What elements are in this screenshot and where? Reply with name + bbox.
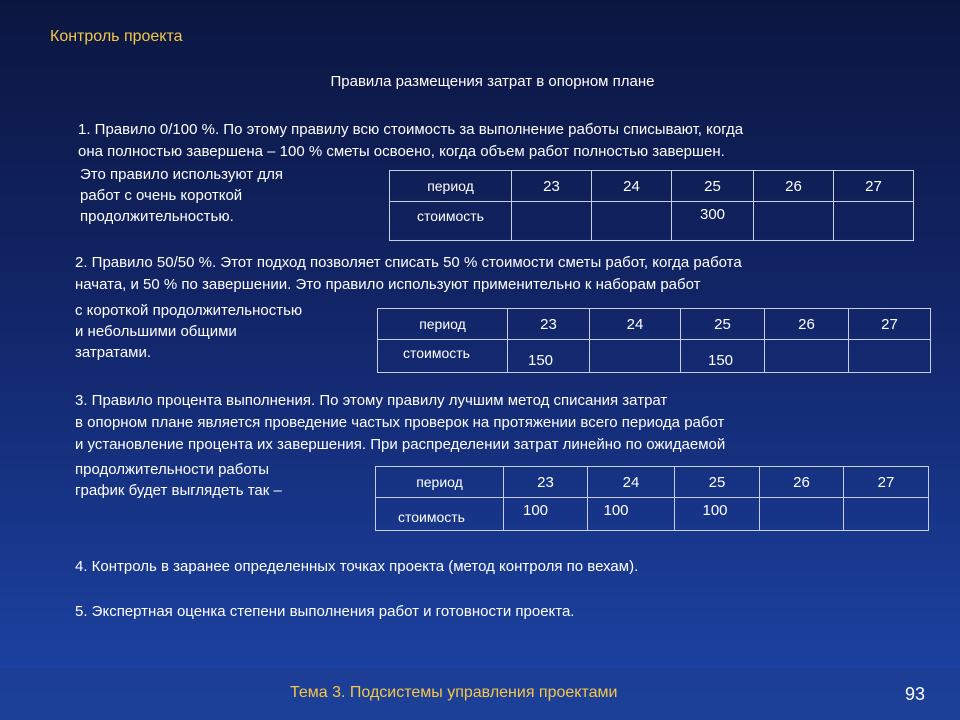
table-row	[376, 498, 929, 531]
footer-topic: Тема 3. Подсистемы управления проектами	[290, 684, 618, 701]
period-cell: 27	[849, 309, 931, 340]
rule1-line-2: она полностью завершена – 100 % сметы освоено, когда объем работ полностью завершен.	[78, 143, 725, 160]
page-number: 93	[905, 684, 926, 704]
period-cell: 23	[504, 467, 588, 498]
rule1-note	[80, 164, 283, 227]
rule2-table	[377, 308, 931, 373]
cost-cell	[849, 340, 931, 373]
cost-cell	[592, 202, 672, 241]
rule5-text: 5. Экспертная оценка степени выполнения работ и готовности проекта.	[75, 603, 575, 620]
rule1-note-line-2: работ с очень короткой	[80, 187, 243, 204]
period-cell: 26	[754, 171, 834, 202]
rule3-line-3: и установление процента их завершения. При распределении затрат линейно по ожидаемой	[75, 436, 726, 453]
rule3-table	[375, 466, 929, 531]
period-cell: 25	[675, 467, 760, 498]
cost-cell: 300	[672, 202, 754, 241]
period-label: период	[376, 467, 504, 498]
rule2-note	[75, 300, 302, 363]
rule3-note	[75, 459, 282, 501]
period-cell: 24	[590, 309, 681, 340]
rule3-note-line-1: продолжительности работы	[75, 461, 270, 478]
rule2-text	[75, 252, 742, 296]
slide-heading: Правила размещения затрат в опорном плане	[330, 73, 655, 90]
rule2-line-2: начата, и 50 % по завершении. Это правило используют применительно к наборам работ	[75, 276, 701, 293]
cost-cell: 100	[675, 498, 760, 531]
period-cell: 26	[760, 467, 844, 498]
rule3-note-line-2: график будет выглядеть так –	[75, 482, 282, 499]
table-row	[378, 309, 931, 340]
period-cell: 27	[844, 467, 929, 498]
table-row	[390, 202, 914, 241]
cost-cell	[834, 202, 914, 241]
period-cell: 24	[592, 171, 672, 202]
rule3-line-1: 3. Правило процента выполнения. По этому правилу лучшим метод списания затрат	[75, 392, 668, 409]
table-row	[390, 171, 914, 202]
cost-cell: 100	[588, 498, 675, 531]
cost-cell	[844, 498, 929, 531]
period-cell: 23	[512, 171, 592, 202]
rule1-note-line-1: Это правило используют для	[80, 166, 283, 183]
cost-cell	[754, 202, 834, 241]
cost-label: стоимость	[390, 202, 512, 241]
rule1-text	[78, 119, 743, 163]
rule2-note-line-2: и небольшими общими	[75, 323, 237, 340]
rule2-line-1: 2. Правило 50/50 %. Этот подход позволяет списать 50 % стоимости сметы работ, когда работа	[75, 254, 742, 271]
rule3-text	[75, 390, 725, 456]
period-label: период	[390, 171, 512, 202]
period-cell: 24	[588, 467, 675, 498]
rule1-table	[389, 170, 914, 241]
rule2-note-line-1: с короткой продолжительностью	[75, 302, 303, 319]
cost-cell	[590, 340, 681, 373]
cost-cell: 150	[681, 340, 765, 373]
cost-label: стоимость	[376, 498, 504, 531]
slide-section-title: Контроль проекта	[50, 28, 183, 45]
table-row	[376, 467, 929, 498]
period-cell: 26	[765, 309, 849, 340]
cost-cell	[765, 340, 849, 373]
period-cell: 27	[834, 171, 914, 202]
cost-cell	[760, 498, 844, 531]
rule1-note-line-3: продолжительностью.	[80, 208, 234, 225]
rule1-line-1: 1. Правило 0/100 %. По этому правилу всю стоимость за выполнение работы списывают, когда	[78, 121, 744, 138]
cost-cell: 150	[508, 340, 590, 373]
cost-cell	[512, 202, 592, 241]
period-cell: 25	[672, 171, 754, 202]
period-cell: 23	[508, 309, 590, 340]
period-cell: 25	[681, 309, 765, 340]
rule2-note-line-3: затратами.	[75, 344, 152, 361]
cost-label: стоимость	[378, 340, 508, 373]
rule3-line-2: в опорном плане является проведение частых проверок на протяжении всего периода работ	[75, 414, 725, 431]
table-row	[378, 340, 931, 373]
rule4-text: 4. Контроль в заранее определенных точках проекта (метод контроля по вехам).	[75, 558, 639, 575]
cost-cell: 100	[504, 498, 588, 531]
period-label: период	[378, 309, 508, 340]
